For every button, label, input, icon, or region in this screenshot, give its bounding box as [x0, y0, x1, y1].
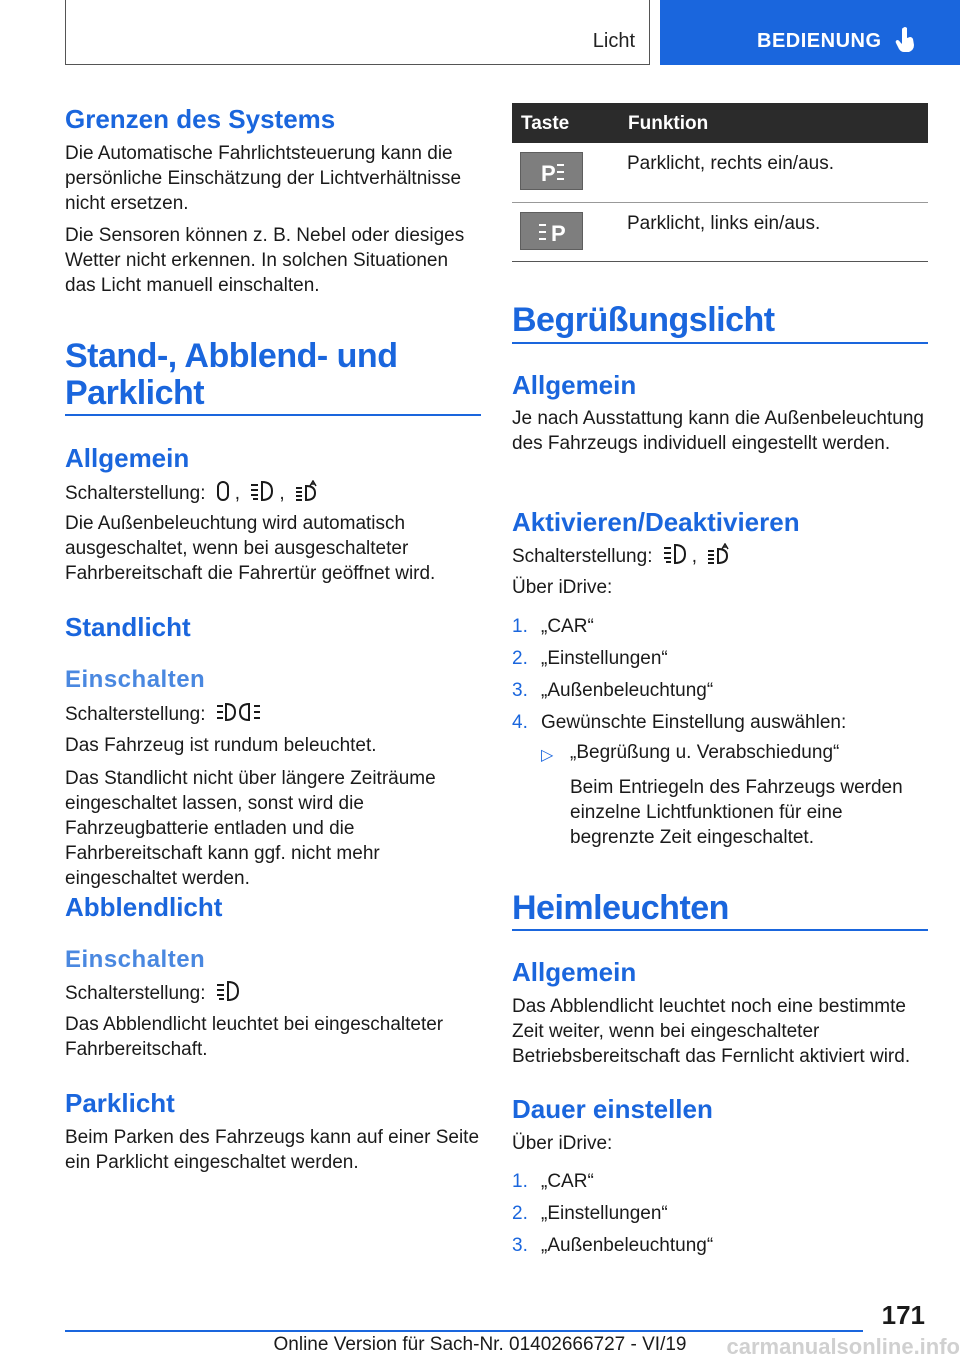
sub-bullet-icon: ▷ — [541, 747, 554, 764]
svg-text:P: P — [541, 161, 556, 186]
list-item-number: 1. — [512, 1171, 528, 1192]
pointing-hand-icon — [895, 26, 919, 59]
sub-item-text: „Begrüßung u. Verabschiedung“ — [570, 742, 840, 763]
abblendlicht-paragraph: Das Abblendlicht leuchtet bei eingeschalteter Fahrbereitschaft. — [65, 1014, 444, 1060]
parking-light-right-key-icon — [520, 152, 583, 190]
list-item-text: „Einstellungen“ — [541, 1203, 668, 1224]
auto-light-icon — [295, 480, 319, 509]
aktivieren-heading: Aktivieren/Deaktivieren — [512, 507, 800, 537]
page-number: 171 — [881, 1300, 925, 1330]
grenzen-paragraph-1: Die Automatische Fahrlichtsteuerung kann die persönliche Einschätzung der Lichtverhältnisse nicht ersetzen. — [65, 143, 462, 214]
low-beam-icon — [663, 543, 687, 572]
abblendlicht-heading: Abblendlicht — [65, 892, 223, 922]
list-item — [512, 1166, 928, 1198]
switch-label: Schalterstellung: — [65, 983, 206, 1004]
list-item — [512, 643, 928, 675]
list-item — [512, 1198, 928, 1230]
aktivieren-switch-line: Schalterstellung: , — [512, 543, 928, 572]
table-header-taste: Taste — [521, 113, 570, 134]
parklicht-heading: Parklicht — [65, 1088, 175, 1118]
list-item-number: 2. — [512, 648, 528, 669]
switch-label: Schalterstellung: — [65, 704, 206, 725]
list-item-number: 3. — [512, 1235, 528, 1256]
grenzen-heading: Grenzen des Systems — [65, 104, 336, 134]
allgemein-heading: Allgemein — [65, 443, 190, 473]
list-item-number: 3. — [512, 680, 528, 701]
dauer-heading: Dauer einstellen — [512, 1094, 713, 1124]
low-beam-icon — [250, 480, 274, 509]
section-rule — [512, 929, 928, 931]
abblendlicht-switch-line — [65, 980, 481, 1009]
svg-text:P: P — [551, 221, 566, 246]
watermark: carmanualsonline.info — [726, 1334, 960, 1359]
list-item-text: „Außenbeleuchtung“ — [541, 1235, 714, 1256]
footer-online-version: Online Version für Sach-Nr. 01402666727 - VI/19 — [273, 1334, 687, 1355]
table-header — [512, 103, 928, 143]
list-item — [512, 675, 928, 707]
list-item — [512, 1230, 928, 1262]
standlicht-paragraph-1: Das Fahrzeug ist rundum beleuchtet. — [65, 735, 377, 756]
light-off-icon — [216, 480, 230, 509]
table-divider — [512, 202, 928, 203]
allgemein-switch-line: Schalterstellung: , , — [65, 480, 481, 509]
begr-allgemein-heading: Allgemein — [512, 370, 637, 400]
sub-item-paragraph: Beim Entriegeln des Fahrzeugs werden einzelne Lichtfunktionen für eine begrenzte Zeit eingeschaltet. — [570, 777, 903, 848]
table-row-1-text: Parklicht, rechts ein/aus. — [627, 153, 834, 174]
list-item-text: „CAR“ — [541, 1171, 594, 1192]
header-section-title: Licht — [592, 30, 635, 52]
list-item-number: 4. — [512, 712, 528, 733]
standlicht-switch-line — [65, 701, 481, 730]
list-item — [512, 707, 928, 739]
standlicht-paragraph-2: Das Standlicht nicht über längere Zeiträume eingeschaltet lassen, sonst wird die Fahrzeugbatterie entladen und die Fahrbereitschaft kann ggf. nicht mehr eingeschaltet werden. — [65, 768, 436, 889]
list-item-number: 1. — [512, 616, 528, 637]
dauer-steps-list — [512, 1166, 928, 1266]
dauer-idrive-label: Über iDrive: — [512, 1133, 613, 1154]
table-row-2-text: Parklicht, links ein/aus. — [627, 213, 821, 234]
aktivieren-steps-list — [512, 611, 928, 741]
header-frame — [65, 0, 650, 65]
begruessungslicht-heading: Begrüßungslicht — [512, 301, 775, 339]
header-tab-label: BEDIENUNG — [757, 30, 882, 52]
abblendlicht-einschalten-heading: Einschalten — [65, 946, 206, 973]
aktivieren-idrive-label: Über iDrive: — [512, 577, 613, 598]
standlicht-einschalten-heading: Einschalten — [65, 666, 206, 693]
list-item-text: „CAR“ — [541, 616, 594, 637]
section-rule — [512, 342, 928, 344]
table-header-funktion: Funktion — [628, 113, 709, 134]
grenzen-paragraph-2: Die Sensoren können z. B. Nebel oder diesiges Wetter nicht erkennen. In solchen Situationen das Licht manuell einschalten. — [65, 225, 465, 296]
switch-label: Schalterstellung: — [65, 483, 206, 504]
standlicht-heading: Standlicht — [65, 612, 191, 642]
section-rule — [65, 414, 481, 416]
list-item-text: Gewünschte Einstellung auswählen: — [541, 712, 847, 733]
header-tab[interactable] — [660, 0, 960, 65]
list-item-number: 2. — [512, 1203, 528, 1224]
allgemein-paragraph: Die Außenbeleuchtung wird automatisch ausgeschaltet, wenn bei ausgeschalteter Fahrbereitschaft die Fahrertür geöffnet wird. — [65, 513, 436, 584]
footer-rule — [65, 1330, 863, 1332]
stand-heading-line-1: Stand-, Abblend- und — [65, 337, 398, 375]
table-bottom-line — [512, 261, 928, 262]
switch-label: Schalterstellung: — [512, 546, 653, 567]
list-item-text: „Außenbeleuchtung“ — [541, 680, 714, 701]
begr-allgemein-paragraph: Je nach Ausstattung kann die Außenbeleuchtung des Fahrzeugs individuell eingestellt werden. — [512, 408, 924, 454]
parking-light-icon — [216, 701, 262, 730]
low-beam-icon — [216, 980, 240, 1009]
heimleuchten-heading: Heimleuchten — [512, 889, 729, 927]
list-item — [512, 611, 928, 643]
list-item-text: „Einstellungen“ — [541, 648, 668, 669]
auto-light-icon — [707, 543, 731, 572]
parking-light-left-key-icon — [520, 212, 583, 250]
heim-allgemein-heading: Allgemein — [512, 957, 637, 987]
stand-heading-line-2: Parklicht — [65, 374, 205, 412]
parklicht-paragraph: Beim Parken des Fahrzeugs kann auf einer Seite ein Parklicht eingeschaltet werden. — [65, 1127, 480, 1173]
heim-allgemein-paragraph: Das Abblendlicht leuchtet noch eine bestimmte Zeit weiter, wenn bei eingeschalteter Betriebsbereitschaft das Fernlicht aktiviert wird. — [512, 996, 911, 1067]
